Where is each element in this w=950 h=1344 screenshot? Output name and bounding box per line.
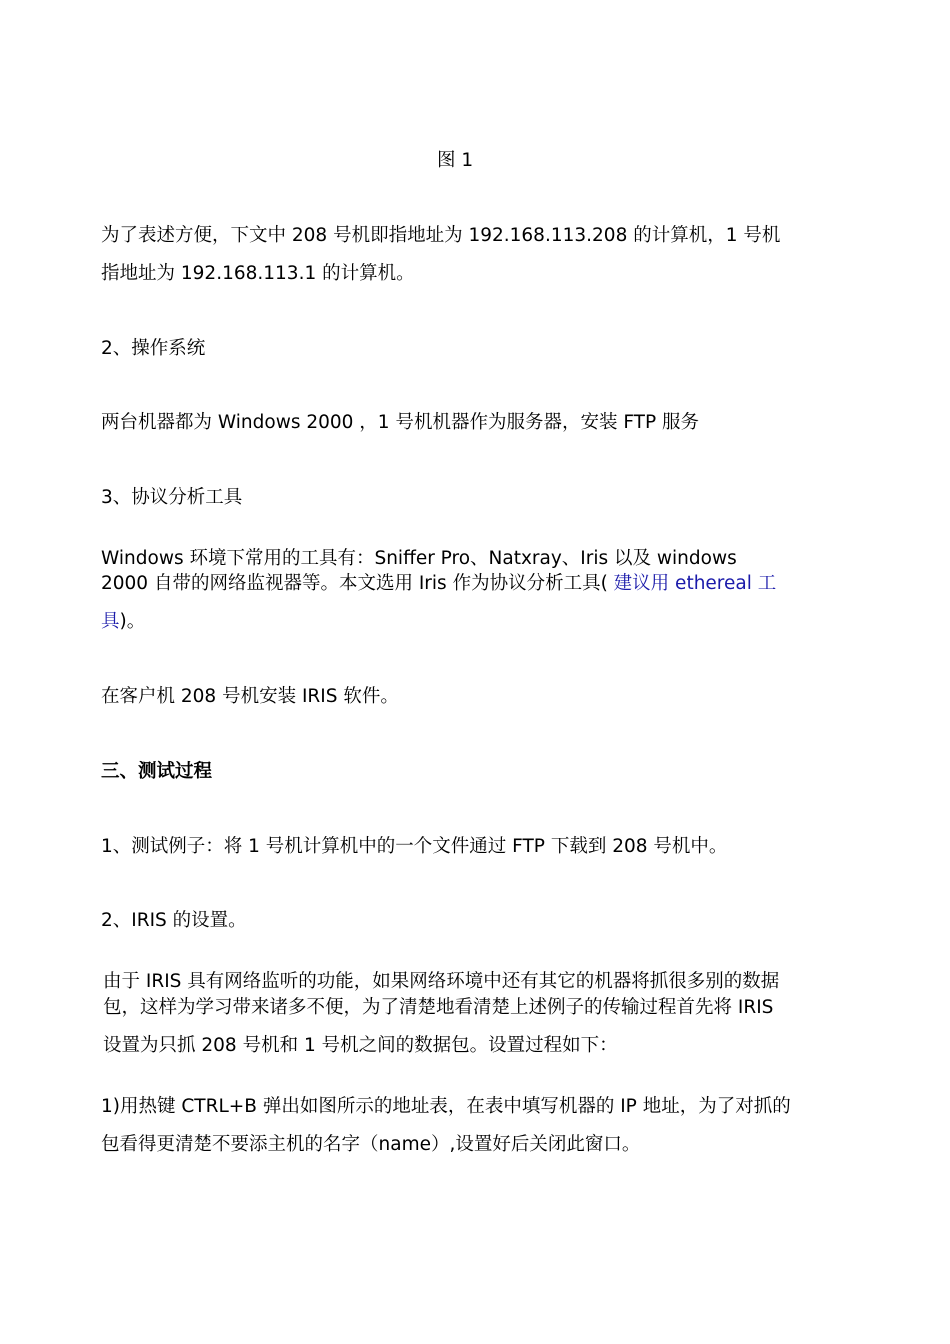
intro-line-1: 为了表述方便，下文中 208 号机即指地址为 192.168.113.208 的计算机，1 号机 <box>101 225 781 246</box>
tools-line-2-text: 2000 自带的网络监视器等。本文选用 Iris 作为协议分析工具( <box>101 573 608 594</box>
install-text: 在客户机 208 号机安装 IRIS 软件。 <box>101 686 399 707</box>
tools-line-2 <box>101 572 776 596</box>
figure-caption: 图 1 <box>437 150 474 171</box>
test-example: 1、测试例子：将 1 号机计算机中的一个文件通过 FTP 下载到 208 号机中。 <box>101 836 728 857</box>
step1-line-2: 包看得更清楚不要添主机的名字（name）,设置好后关闭此窗口。 <box>101 1134 641 1155</box>
intro-line-2: 指地址为 192.168.113.1 的计算机。 <box>101 263 415 284</box>
tools-heading: 3、协议分析工具 <box>101 487 243 508</box>
iris-setup-line-1: 由于 IRIS 具有网络监听的功能，如果网络环境中还有其它的机器将抓很多别的数据 <box>103 971 780 992</box>
iris-setup-heading: 2、IRIS 的设置。 <box>101 910 247 931</box>
os-heading: 2、操作系统 <box>101 338 206 359</box>
test-heading: 三、测试过程 <box>101 761 213 782</box>
tools-line-3 <box>101 610 145 634</box>
step1-line-1: 1)用热键 CTRL+B 弹出如图所示的地址表，在表中填写机器的 IP 地址，为了对抓的 <box>101 1096 791 1117</box>
iris-setup-line-3: 设置为只抓 208 号机和 1 号机之间的数据包。设置过程如下： <box>103 1035 618 1056</box>
tools-line-3-text: )。 <box>119 611 146 632</box>
os-text: 两台机器都为 Windows 2000 ，1 号机机器作为服务器，安装 FTP 服务 <box>101 412 699 433</box>
ethereal-link[interactable]: 建议用 ethereal 工 <box>607 573 777 594</box>
ethereal-link-continuation[interactable]: 具 <box>101 611 120 632</box>
iris-setup-line-2: 包，这样为学习带来诸多不便，为了清楚地看清楚上述例子的传输过程首先将 IRIS <box>103 997 774 1018</box>
tools-line-1: Windows 环境下常用的工具有：Sniffer Pro、Natxray、Iris 以及 windows <box>101 548 737 569</box>
